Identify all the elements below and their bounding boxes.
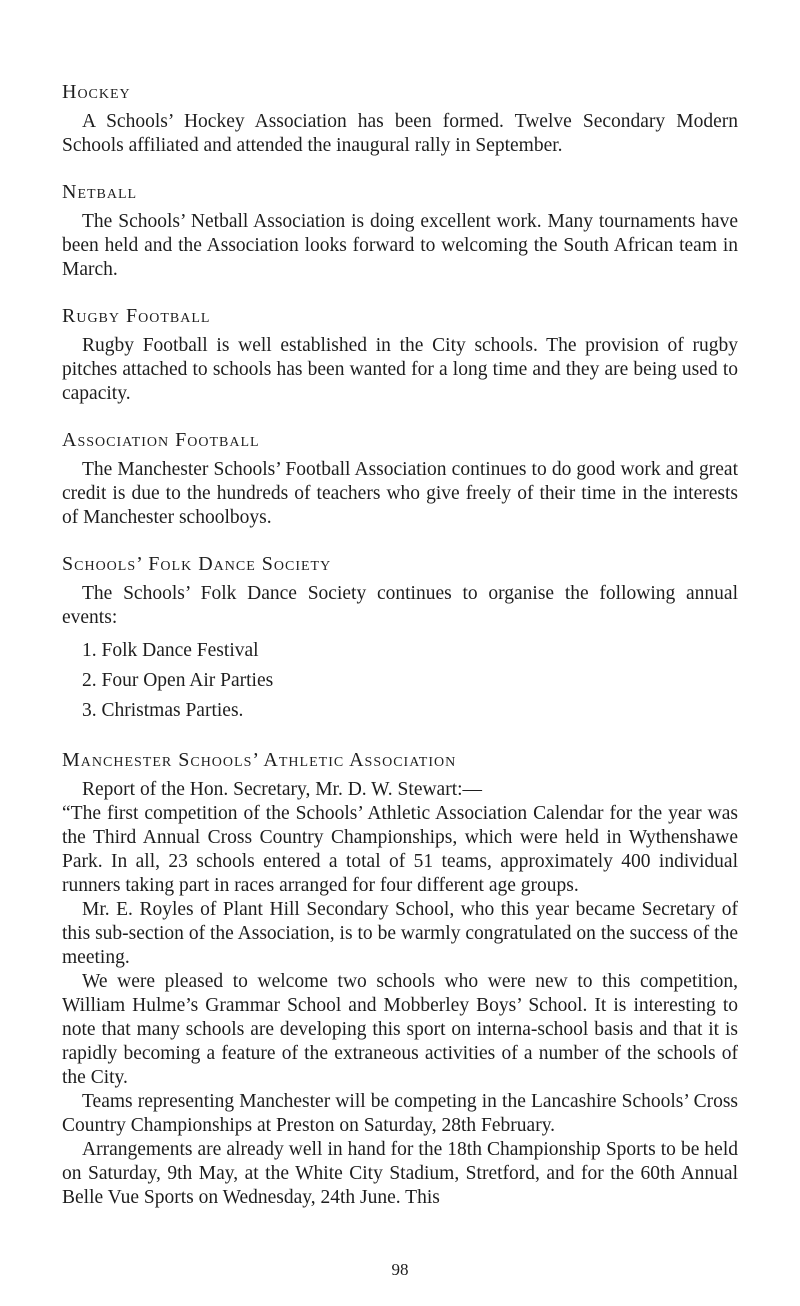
athletic-paragraph: “The first competition of the Schools’ Athletic Association Calendar for the year was the Third Annual Cross Country Championships, which were held in Wythenshawe Park. In all, 23 schools entered a total of 51 teams, approximately 400 individual runners taking part in races arranged for four different age groups. [62,803,738,896]
folk-dance-heading: Schools’ Folk Dance Society [62,553,332,575]
athletic-paragraph: Teams representing Manchester will be competing in the Lancashire Schools’ Cross Country Championships at Preston on Saturday, 28th February. [62,1091,738,1136]
hockey-paragraph: A Schools’ Hockey Association has been formed. Twelve Secondary Modern Schools affiliated and attended the inaugural rally in September. [62,111,738,156]
association-football-paragraph: The Manchester Schools’ Football Association continues to do good work and great credit is due to the hundreds of teachers who give freely of their time in the interests of Manchester schoolboys. [62,459,738,528]
folk-dance-paragraph: The Schools’ Folk Dance Society continues to organise the following annual events: [62,583,738,628]
hockey-heading: Hockey [62,81,131,103]
athletic-paragraph: Mr. E. Royles of Plant Hill Secondary School, who this year became Secretary of this sub-section of the Association, is to be warmly congratulated on the success of the meeting. [62,899,738,968]
athletic-paragraph: Arrangements are already well in hand for the 18th Championship Sports to be held on Saturday, 9th May, at the White City Stadium, Stretford, and for the 60th Annual Belle Vue Sports on Wednesday, 24th June. This [62,1139,738,1208]
athletic-paragraph: We were pleased to welcome two schools who were new to this competition, William Hulme’s Grammar School and Mobberley Boys’ School. It is interesting to note that many schools are developing this sport on interna-school basis and that it is rapidly becoming a feature of the extraneous activities of a number of the schools of the City. [62,971,738,1088]
list-item: 1. Folk Dance Festival [82,640,259,661]
rugby-heading: Rugby Football [62,305,211,327]
association-football-heading: Association Football [62,429,260,451]
athletic-association-heading: Manchester Schools’ Athletic Association [62,749,457,771]
page-number: 98 [391,1260,409,1279]
athletic-report-intro: Report of the Hon. Secretary, Mr. D. W. Stewart:— [82,779,483,800]
list-item: 2. Four Open Air Parties [82,670,274,691]
netball-paragraph: The Schools’ Netball Association is doing excellent work. Many tournaments have been held and the Association looks forward to welcoming the South African team in March. [62,211,738,280]
page-content [62,80,738,1210]
netball-heading: Netball [62,181,138,203]
rugby-paragraph: Rugby Football is well established in the City schools. The provision of rugby pitches attached to schools has been wanted for a long time and they are being used to capacity. [62,335,738,404]
list-item: 3. Christmas Parties. [82,700,244,721]
folk-dance-events-list [82,636,738,726]
